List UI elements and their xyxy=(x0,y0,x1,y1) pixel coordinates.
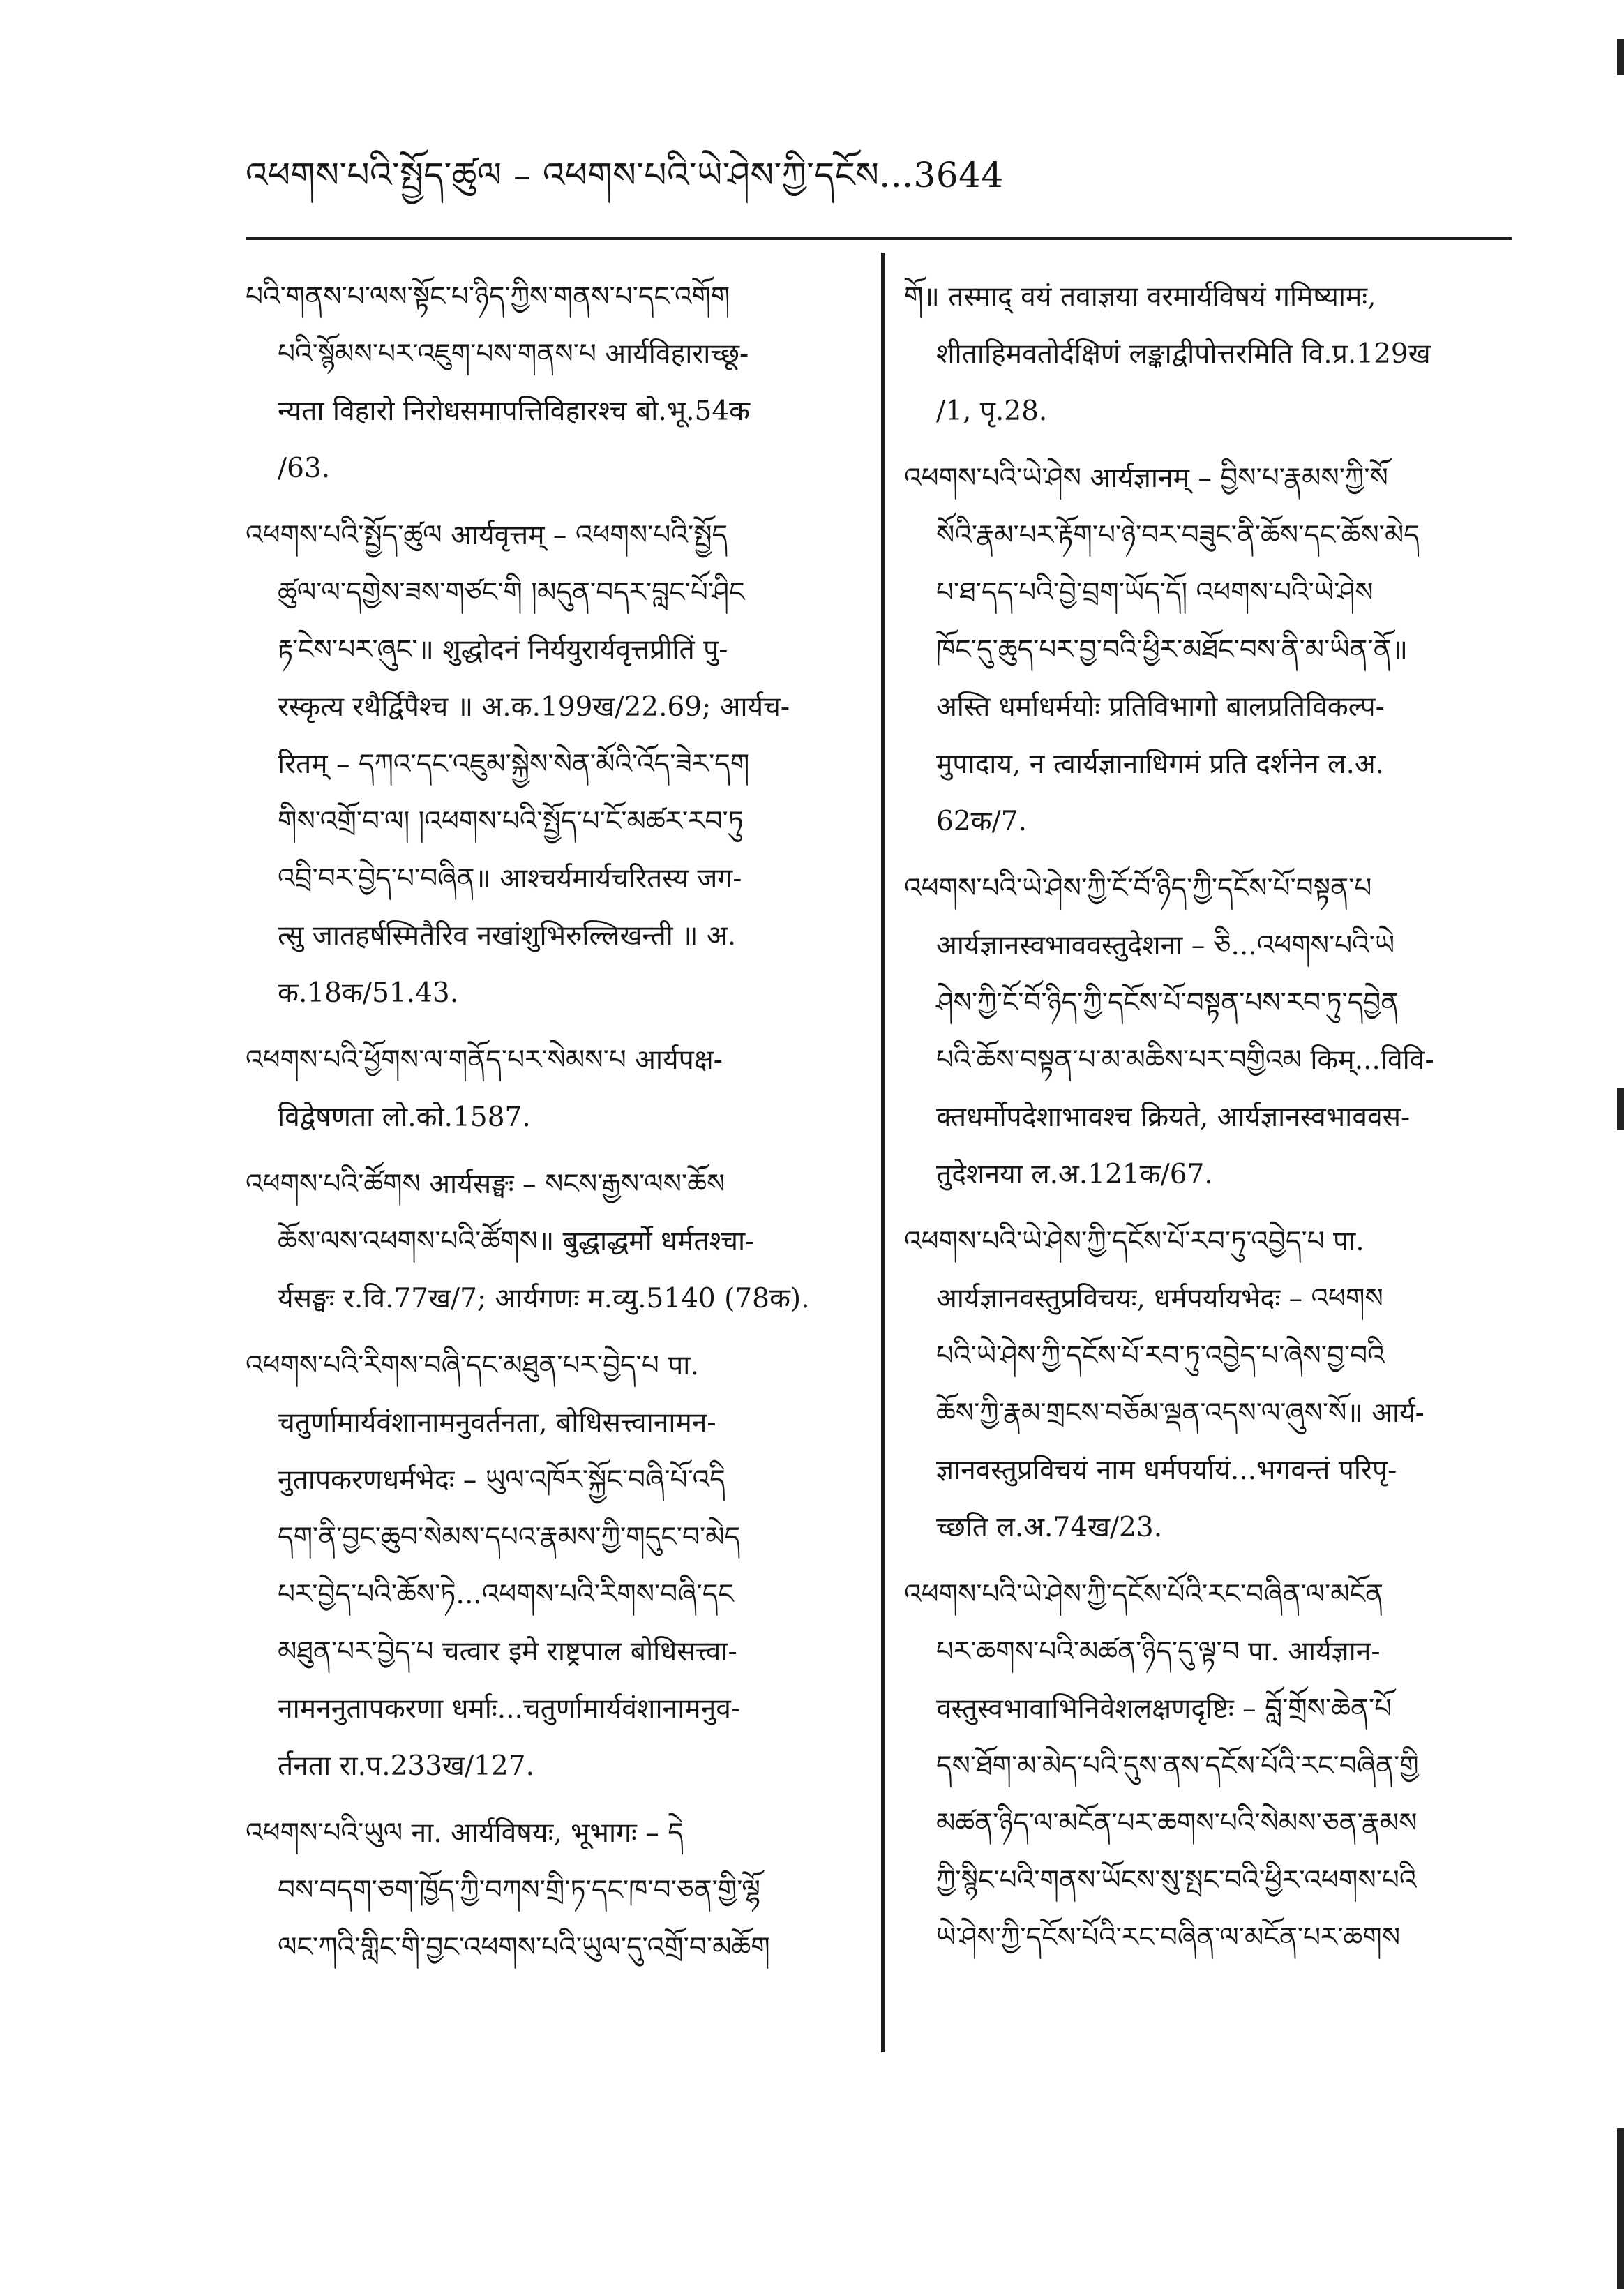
entry-text-line: अस्ति धर्माधर्मयोः प्रतिविभागो बालप्रतिविकल्प- xyxy=(936,691,1385,723)
scan-edge-mark xyxy=(1617,39,1624,75)
column-divider xyxy=(881,253,885,2052)
entry-text-line: च्छति ल.अ.74ख/23. xyxy=(936,1512,1163,1543)
entry-text-line: ཀྱི་སྙིང་པའི་གནས་ཡོངས་སུ་སྤང་བའི་ཕྱིར་འཕགས་པའི xyxy=(936,1865,1417,1896)
entry-text-line: པ་ཐ་དད་པའི་བྱེ་བྲག་ཡོད་དོ། འཕགས་པའི་ཡེ་ཤེས xyxy=(936,577,1374,608)
entry-text-line: ཚུལ་ལ་དགྱེས་ཟས་གཙང་གི །མདུན་བདར་བླང་པོ་ཤིང xyxy=(278,577,745,608)
entry-text-line: /1, पृ.28. xyxy=(936,396,1048,427)
entry-headword-line: འཕགས་པའི་ཡེ་ཤེས आर्यज्ञानम् – བྱིས་པ་རྣམས་ཀྱི་སོ xyxy=(904,463,1388,494)
entry-text-line: ཆོས་ལས་འཕགས་པའི་ཚོགས॥ बुद्धाद्धर्मो धर्मतश्चा- xyxy=(278,1226,755,1257)
scan-edge-mark xyxy=(1617,1088,1624,1130)
entry-headword-line: གོ॥ तस्माद् वयं तवाज्ञया वरमार्यविषयं गमिष्यामः, xyxy=(904,281,1376,313)
entry-text-line: བས་བདག་ཅག་ཁྱོད་ཀྱི་བཀས་གྲི་ཏ་དང་ཁ་བ་ཅན་གྱི་ལྷོ xyxy=(278,1875,761,1906)
dictionary-entry xyxy=(246,1805,854,1976)
entry-text-line: शीताहिमवतोर्दक्षिणं लङ्काद्वीपोत्तरमिति वि.प्र.129ख xyxy=(936,338,1431,370)
dictionary-entry xyxy=(904,269,1518,440)
dictionary-entry xyxy=(904,450,1518,850)
entry-headword-line: འཕགས་པའི་རིགས་བཞི་དང་མཐུན་པར་བྱེད་པ पा. xyxy=(246,1350,699,1381)
entry-text-line: པའི་སྙོམས་པར་འཇུག་པས་གནས་པ आर्यविहाराच्छू- xyxy=(278,338,749,370)
right-column xyxy=(904,269,1518,1976)
entry-text-line: र्तनता रा.प.233ख/127. xyxy=(278,1750,534,1782)
entry-text-line: པའི་ཆོས་བསྟན་པ་མ་མཆིས་པར་བགྱིའམ किम्...विवि- xyxy=(936,1044,1434,1076)
scan-edge-mark xyxy=(1617,2128,1624,2289)
entry-text-line: रितम् – དཀའ་དང་འཇུམ་སྐྱེས་སེན་མོའི་འོད་ཟེར་དག xyxy=(278,749,750,780)
entry-text-line: मुपादाय, न त्वार्यज्ञानाधिगमं प्रति दर्शनेन ल.अ. xyxy=(936,749,1385,780)
entry-headword-line: འཕགས་པའི་ཡེ་ཤེས་ཀྱི་དངོས་པོའི་རང་བཞིན་ལ་མངོན xyxy=(904,1579,1384,1610)
entry-text-line: མཐུན་པར་བྱེད་པ चत्वार इमे राष्ट्रपाल बोधिसत्त्वा- xyxy=(278,1636,737,1667)
entry-headword-line: འཕགས་པའི་ཡེ་ཤེས་ཀྱི་ངོ་བོ་ཉིད་ཀྱི་དངོས་པོ་བསྟན་པ xyxy=(904,873,1372,904)
entry-headword-line: འཕགས་པའི་སྤྱོད་ཚུལ आर्यवृत्तम् – འཕགས་པའི་སྤྱོད xyxy=(246,520,728,551)
entry-text-line: དས་ཐོག་མ་མེད་པའི་དུས་ནས་དངོས་པོའི་རང་བཞིན་གྱི xyxy=(936,1750,1419,1782)
entry-text-line: आर्यज्ञानस्वभाववस्तुदेशना – ཅི...འཕགས་པའི་ཡེ xyxy=(936,930,1395,961)
entry-text-line: रस्कृत्य रथैर्द्विपैश्च ॥ अ.क.199ख/22.69; आर्यच- xyxy=(278,691,790,723)
dictionary-entry xyxy=(904,860,1518,1203)
entry-headword-line: འཕགས་པའི་ཕྱོགས་ལ་གནོད་པར་སེམས་པ आर्यपक्ष- xyxy=(246,1044,723,1076)
entry-text-line: चतुर्णामार्यवंशानामनुवर्तनता, बोधिसत्त्वानामन- xyxy=(278,1407,716,1439)
entry-text-line: नुतापकरणधर्मभेदः – ཡུལ་འཁོར་སྐྱོང་བཞི་པོ་འདི xyxy=(278,1464,725,1496)
entry-text-line: རྟ་ངེས་པར་ཞུང་॥ शुद्धोदनं निर्ययुरार्यवृत्तप्रीतिं पु- xyxy=(278,634,728,666)
header-rule xyxy=(246,237,1512,240)
entry-text-line: वस्तुस्वभावाभिनिवेशलक्षणदृष्टिः – བློ་གྲོས་ཆེན་པོ xyxy=(936,1693,1392,1725)
dictionary-entry xyxy=(246,507,854,1022)
entry-text-line: त्सु जातहर्षस्मितैरिव नखांशुभिरुल्लिखन्ती ॥ अ. xyxy=(278,920,737,952)
left-column xyxy=(246,269,854,1986)
dictionary-entry xyxy=(246,269,854,497)
entry-headword-line: འཕགས་པའི་ཚོགས आर्यसङ्घः – སངས་རྒྱས་ལས་ཆོས xyxy=(246,1169,725,1200)
entry-text-line: ལང་ཀའི་གླིང་གི་བྱང་འཕགས་པའི་ཡུལ་དུ་འགྲོ་བ་མཆོག xyxy=(278,1932,770,1963)
entry-text-line: /63. xyxy=(278,453,331,484)
dictionary-entry xyxy=(246,1337,854,1795)
entry-headword-line: པའི་གནས་པ་ལས་སྟོང་པ་ཉིད་ཀྱིས་གནས་པ་དང་འགོག xyxy=(246,281,730,313)
entry-text-line: མཚན་ཉིད་ལ་མངོན་པར་ཆགས་པའི་སེམས་ཅན་རྣམས xyxy=(936,1808,1418,1839)
entry-text-line: པར་ཆགས་པའི་མཚན་ཉིད་དུ་ལྟ་བ पा. आर्यज्ञान- xyxy=(936,1636,1381,1667)
entry-text-line: དག་ནི་བྱང་ཆུབ་སེམས་དཔའ་རྣམས་ཀྱི་གདུང་བ་མེད xyxy=(278,1522,741,1553)
dictionary-entry xyxy=(246,1156,854,1328)
dictionary-entry xyxy=(904,1566,1518,1967)
entry-text-line: ཆོས་ཀྱི་རྣམ་གྲངས་བཅོམ་ལྡན་འདས་ལ་ཞུས་སོ॥ आर्य- xyxy=(936,1397,1424,1429)
entry-text-line: འབྲི་བར་བྱེད་པ་བཞིན॥ आश्चर्यमार्यचरितस्य जग- xyxy=(278,863,742,894)
entry-text-line: क.18क/51.43. xyxy=(278,977,459,1009)
entry-text-line: གིས་འགྲོ་བ་ལ། །འཕགས་པའི་སྤྱོད་པ་ངོ་མཚར་རབ་ཏུ xyxy=(278,806,744,837)
entry-text-line: तुदेशनया ल.अ.121क/67. xyxy=(936,1159,1213,1190)
entry-text-line: པར་བྱེད་པའི་ཆོས་ཏེ...འཕགས་པའི་རིགས་བཞི་དང xyxy=(278,1579,734,1610)
entry-text-line: ཤེས་ཀྱི་ངོ་བོ་ཉིད་ཀྱི་དངོས་པོ་བསྟན་པས་རབ་ཏུ་དབྱེན xyxy=(936,987,1399,1019)
running-header: འཕགས་པའི་སྤྱོད་ཚུལ – འཕགས་པའི་ཡེ་ཤེས་ཀྱི་དངོས...3644 xyxy=(246,155,1004,195)
entry-text-line: ज्ञानवस्तुप्रविचयं नाम धर्मपर्यायं...भगवन्तं परिपृ- xyxy=(936,1455,1397,1486)
entry-headword-line: འཕགས་པའི་ཡེ་ཤེས་ཀྱི་དངོས་པོ་རབ་ཏུ་འབྱེད་པ पा. xyxy=(904,1226,1364,1257)
dictionary-entry xyxy=(246,1032,854,1146)
entry-text-line: र्यसङ्घः र.वि.77ख/7; आर्यगणः म.व्यु.5140 (78क). xyxy=(278,1283,810,1314)
entry-text-line: པའི་ཡེ་ཤེས་ཀྱི་དངོས་པོ་རབ་ཏུ་འབྱེད་པ་ཞེས་བྱ་བའི xyxy=(936,1340,1385,1372)
entry-text-line: क्तधर्मोपदेशाभावश्च क्रियते, आर्यज्ञानस्वभाववस- xyxy=(936,1102,1411,1133)
entry-text-line: ཁོང་དུ་ཆུད་པར་བྱ་བའི་ཕྱིར་མཐོང་བས་ནི་མ་ཡིན་ནོ॥ xyxy=(936,634,1408,666)
entry-text-line: विद्वेषणता लो.को.1587. xyxy=(278,1102,531,1133)
entry-text-line: न्यता विहारो निरोधसमापत्तिविहारश्च बो.भू.54क xyxy=(278,396,751,427)
entry-text-line: नामननुतापकरणा धर्माः...चतुर्णामार्यवंशानामनुव- xyxy=(278,1693,741,1725)
entry-headword-line: འཕགས་པའི་ཡུལ ना. आर्यविषयः, भूभागः – དེ xyxy=(246,1817,684,1849)
dictionary-entry xyxy=(904,1213,1518,1556)
entry-text-line: 62क/7. xyxy=(936,806,1027,837)
entry-text-line: སོའི་རྣམ་པར་རྟོག་པ་ཉེ་བར་བཟུང་ནི་ཆོས་དང་ཆོས་མེད xyxy=(936,520,1420,551)
entry-text-line: आर्यज्ञानवस्तुप्रविचयः, धर्मपर्यायभेदः – འཕགས xyxy=(936,1283,1383,1314)
entry-text-line: ཡེ་ཤེས་ཀྱི་དངོས་པོའི་རང་བཞིན་ལ་མངོན་པར་ཆགས xyxy=(936,1922,1401,1953)
